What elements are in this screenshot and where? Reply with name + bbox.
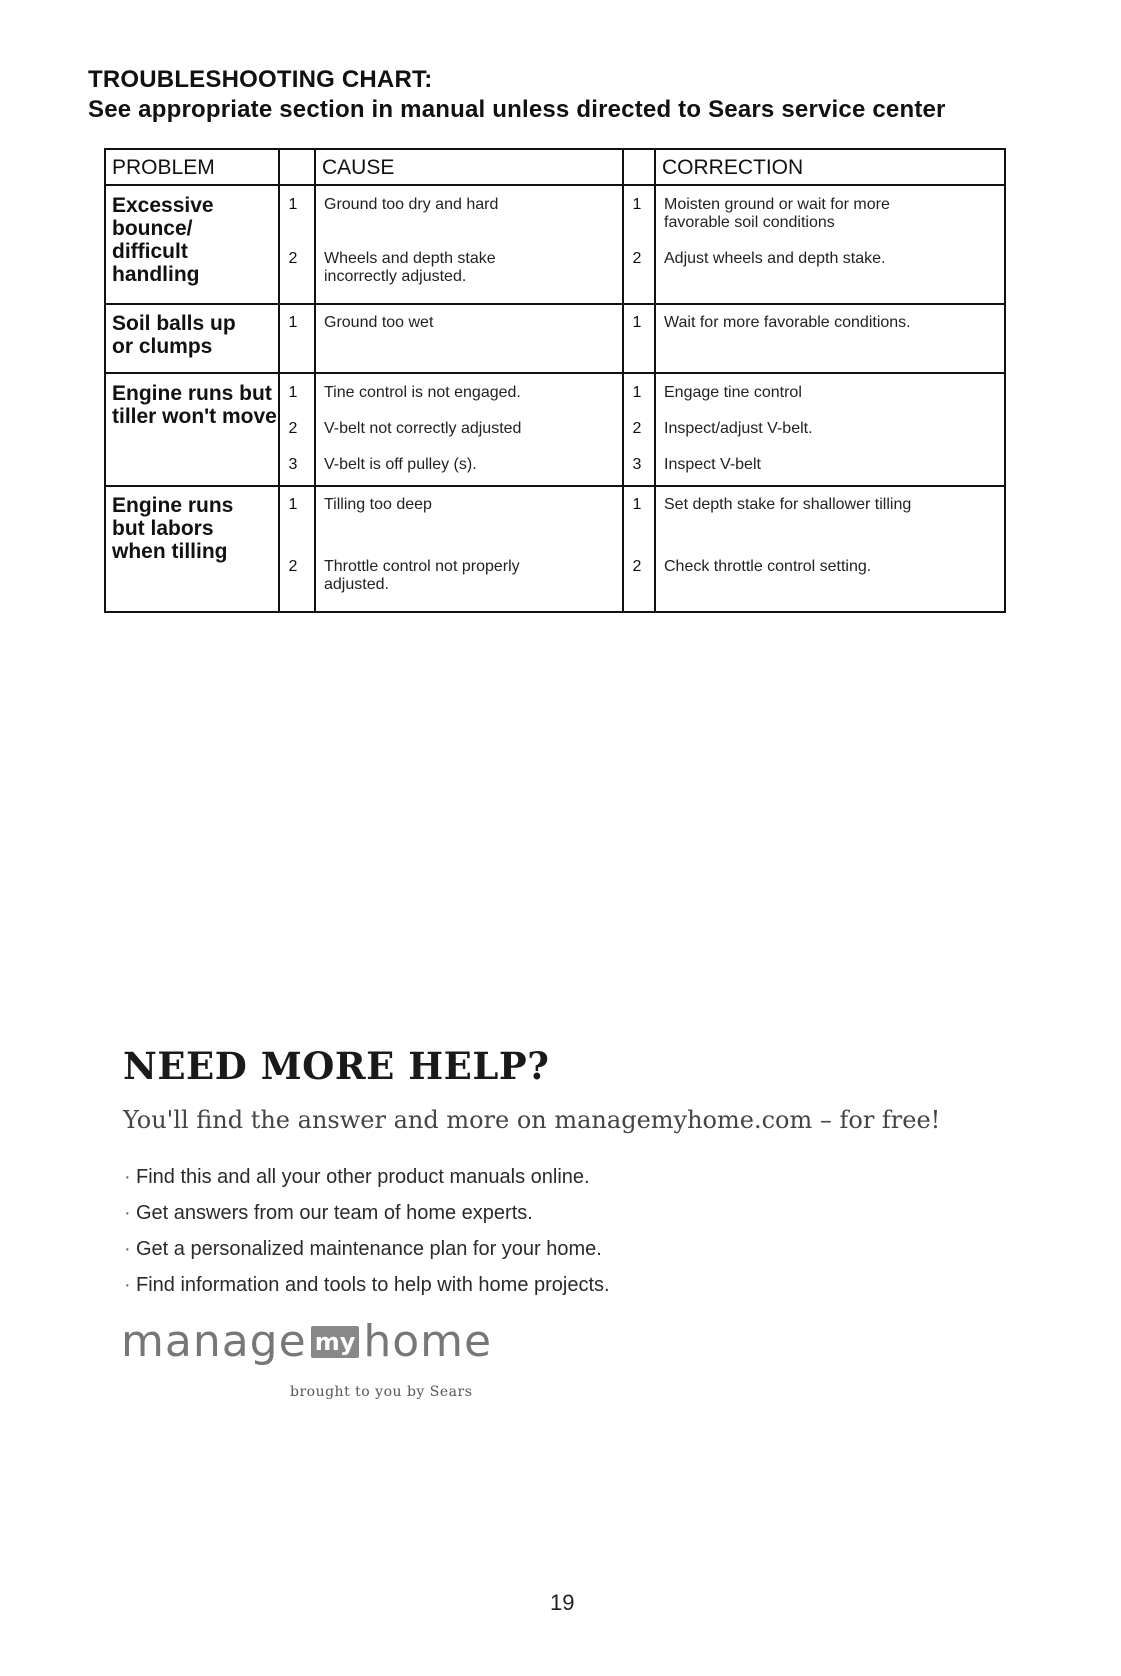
cause-number: 1 — [288, 496, 298, 513]
bullet-text: Find information and tools to help with home projects. — [136, 1274, 610, 1296]
logo-tagline: brought to you by Sears — [290, 1384, 473, 1400]
header-problem: PROBLEM — [112, 156, 215, 179]
cause-text: Ground too dry and hard — [324, 196, 499, 213]
header-correction: CORRECTION — [662, 156, 804, 179]
cause-text: Tine control is not engaged. — [324, 384, 521, 401]
correction-number: 1 — [632, 196, 642, 213]
help-bullet — [124, 1166, 590, 1189]
cause-number: 2 — [288, 250, 298, 267]
correction-text: Set depth stake for shallower tilling — [664, 496, 912, 513]
cause-number: 1 — [288, 384, 298, 401]
correction-number: 1 — [632, 496, 642, 513]
cause-text: Wheels and depth stake incorrectly adjusted. — [324, 250, 496, 285]
bullet-dot-icon: · — [124, 1166, 131, 1188]
help-bullet — [124, 1238, 602, 1261]
cause-number: 1 — [288, 196, 298, 213]
correction-number: 2 — [632, 420, 642, 437]
cause-number: 1 — [288, 314, 298, 331]
bullet-text: Get answers from our team of home experts. — [136, 1202, 533, 1224]
cause-text: V-belt is off pulley (s). — [324, 456, 477, 473]
bullet-dot-icon: · — [124, 1274, 131, 1296]
help-bullet — [124, 1202, 533, 1225]
correction-number: 1 — [632, 384, 642, 401]
correction-text: Wait for more favorable conditions. — [664, 314, 911, 331]
correction-number: 1 — [632, 314, 642, 331]
managemyhome-logo — [121, 1316, 492, 1368]
problem-excessive-bounce: Excessive bounce/ difficult handling — [112, 194, 214, 286]
help-bullet — [124, 1274, 610, 1297]
problem-soil-balls: Soil balls up or clumps — [112, 312, 236, 358]
correction-text: Inspect/adjust V-belt. — [664, 420, 813, 437]
problem-engine-labors: Engine runs but labors when tilling — [112, 494, 234, 563]
troubleshooting-table — [104, 148, 1006, 613]
cause-text: V-belt not correctly adjusted — [324, 420, 522, 437]
correction-text: Adjust wheels and depth stake. — [664, 250, 886, 267]
page-subtitle: See appropriate section in manual unless directed to Sears service center — [88, 96, 946, 123]
bullet-dot-icon: · — [124, 1238, 131, 1260]
logo-home: home — [363, 1316, 493, 1367]
page-number: 19 — [550, 1590, 575, 1615]
help-subtitle: You'll find the answer and more on managemyhome.com – for free! — [123, 1106, 941, 1134]
cause-text: Ground too wet — [324, 314, 434, 331]
correction-number: 2 — [632, 250, 642, 267]
correction-number: 2 — [632, 558, 642, 575]
cause-number: 3 — [288, 456, 298, 473]
bullet-dot-icon: · — [124, 1202, 131, 1224]
header-cause: CAUSE — [322, 156, 395, 179]
bullet-text: Get a personalized maintenance plan for your home. — [136, 1238, 602, 1260]
logo-my: my — [311, 1326, 360, 1358]
cause-number: 2 — [288, 558, 298, 575]
correction-text: Engage tine control — [664, 384, 802, 401]
correction-text: Moisten ground or wait for more favorable soil conditions — [664, 196, 890, 231]
need-more-help-heading: NEED MORE HELP? — [123, 1044, 550, 1088]
logo-manage: manage — [121, 1316, 307, 1367]
correction-text: Inspect V-belt — [664, 456, 761, 473]
page-title: TROUBLESHOOTING CHART: — [88, 66, 433, 93]
problem-tiller-wont-move: Engine runs but tiller won't move — [112, 382, 277, 428]
cause-number: 2 — [288, 420, 298, 437]
cause-text: Tilling too deep — [324, 496, 432, 513]
correction-text: Check throttle control setting. — [664, 558, 872, 575]
cause-text: Throttle control not properly adjusted. — [324, 558, 520, 593]
bullet-text: Find this and all your other product manuals online. — [136, 1166, 590, 1188]
correction-number: 3 — [632, 456, 642, 473]
